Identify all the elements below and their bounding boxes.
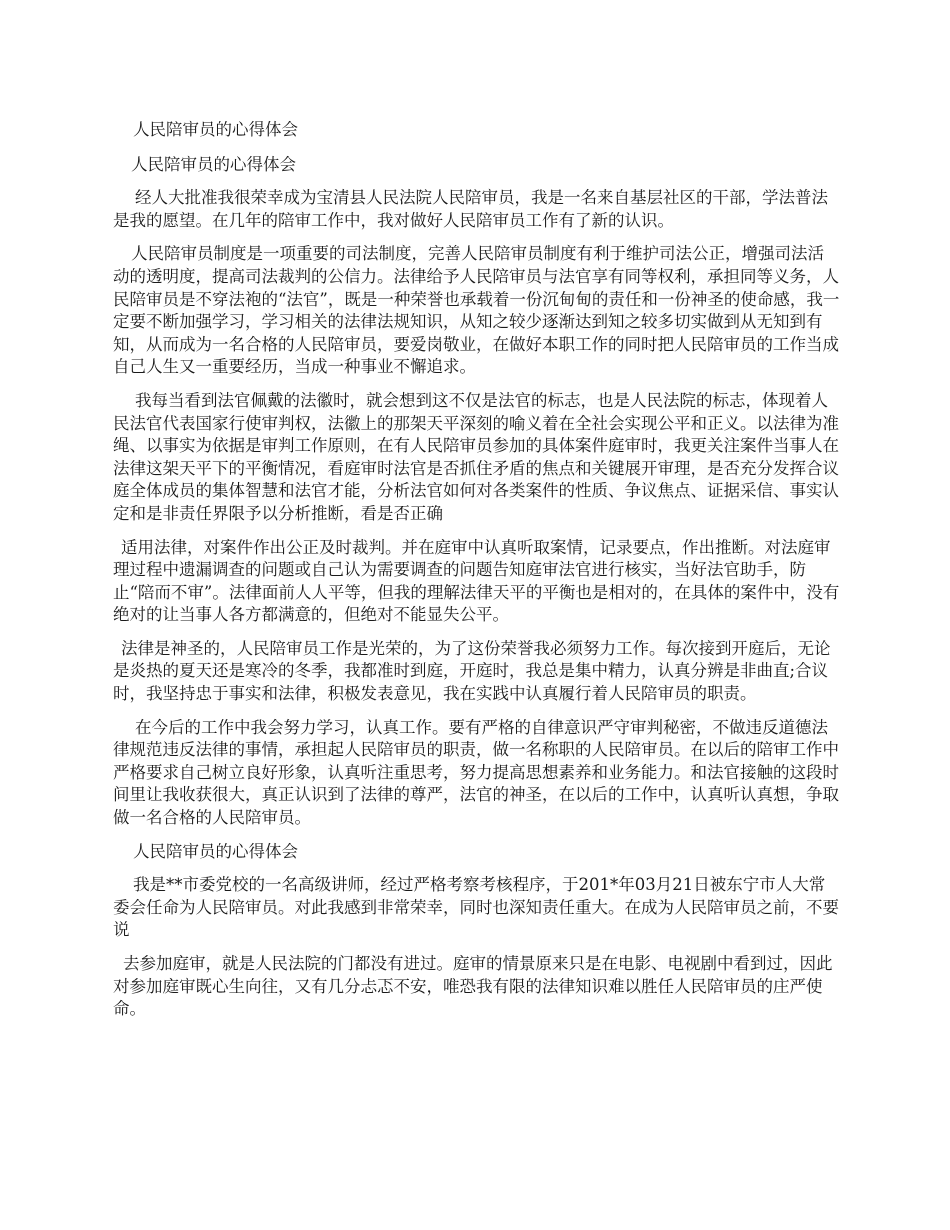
paragraph: 适用法律，对案件作出公正及时裁判。并在庭审中认真听取案情，记录要点，作出推断。对法庭审理过程中遗漏调查的问题或自己认为需要调查的问题告知庭审法官进行核实，当好法官助手，防止“陪而不审”。法律面前人人平等，但我的理解法律天平的平衡也是相对的，在具体的案件中，没有绝对的让当事人各方都满意的，但绝对不能显失公平。	[113, 537, 840, 625]
paragraph: 我是**市委党校的一名高级讲师，经过严格考察考核程序，于201*年03月21日被东宁市人大常委会任命为人民陪审员。对此我感到非常荣幸，同时也深知责任重大。在成为人民陪审员之前，不要说	[113, 875, 839, 940]
document-title: 人民陪审员的心得体会	[133, 120, 298, 139]
paragraph: 我每当看到法官佩戴的法徽时，就会想到这不仅是法官的标志，也是人民法院的标志，体现着人民法官代表国家行使审判权，法徽上的那架天平深刻的喻义着在全社会实现公平和正义。以法律为准绳、以事实为依据是审判工作原则，在有人民陪审员参加的具体案件庭审时，我更关注案件当事人在法律这架天平下的平衡情况，看庭审时法官是否抓住矛盾的焦点和关键展开审理，是否充分发挥合议庭全体成员的集体智慧和法官才能，分析法官如何对各类案件的性质、争议焦点、证据采信、事实认定和是非责任界限予以分析推断，看是否正确	[113, 390, 839, 523]
paragraph: 去参加庭审，就是人民法院的门都没有进过。庭审的情景原来只是在电影、电视剧中看到过，因此对参加庭审既心生向往，又有几分忐忑不安，唯恐我有限的法律知识难以胜任人民陪审员的庄严使命。	[113, 954, 833, 1019]
paragraph: 在今后的工作中我会努力学习，认真工作。要有严格的自律意识严守审判秘密，不做违反道德法律规范违反法律的事情，承担起人民陪审员的职责，做一名称职的人民陪审员。在以后的陪审工作中严格要求自己树立良好形象，认真听注重思考，努力提高思想素养和业务能力。和法官接触的这段时间里让我收获很大，真正认识到了法律的尊严，法官的神圣，在以后的工作中，认真听认真想，争取做一名合格的人民陪审员。	[113, 717, 839, 828]
paragraph: 法律是神圣的，人民陪审员工作是光荣的，为了这份荣誉我必须努力工作。每次接到开庭后，无论是炎热的夏天还是寒冷的冬季，我都准时到庭，开庭时，我总是集中精力，认真分辨是非曲直;合议时，我坚持忠于事实和法律，积极发表意见，我在实践中认真履行着人民陪审员的职责。	[113, 638, 831, 704]
paragraph: 经人大批准我很荣幸成为宝清县人民法院人民陪审员，我是一名来自基层社区的干部，学法普法是我的愿望。在几年的陪审工作中，我对做好人民陪审员工作有了新的认识。	[113, 188, 828, 230]
section-heading: 人民陪审员的心得体会	[131, 154, 296, 174]
document-body	[113, 119, 840, 1032]
paragraph: 人民陪审员制度是一项重要的司法制度，完善人民陪审员制度有利于维护司法公正，增强司法活动的透明度，提高司法裁判的公信力。法律给予人民陪审员与法官享有同等权利，承担同等义务，人民陪审员是不穿法袍的“法官”，既是一种荣誉也承载着一份沉甸甸的责任和一份神圣的使命感，我一定要不断加强学习，学习相关的法律法规知识，从知之较少逐渐达到知之较多切实做到从无知到有知，从而成为一名合格的人民陪审员，要爱岗敬业，在做好本职工作的同时把人民陪审员的工作当成自己人生又一重要经历，当成一种事业不懈追求。	[113, 244, 840, 377]
section-heading: 人民陪审员的心得体会	[133, 841, 298, 861]
